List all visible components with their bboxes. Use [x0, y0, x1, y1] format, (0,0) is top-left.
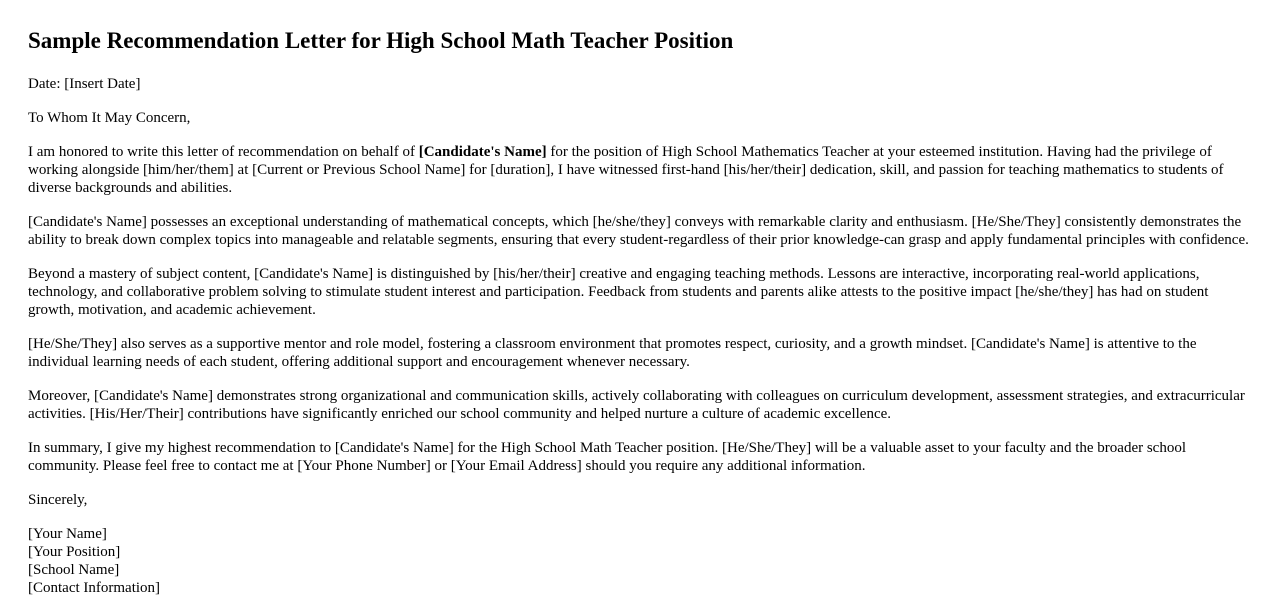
signature-block — [28, 525, 1256, 597]
paragraph-summary: In summary, I give my highest recommendation to [Candidate's Name] for the High School Math Teacher position. [He/She/They] will be a valuable asset to your faculty and the broader school community. Please feel free to contact me at [Your Phone Number] or [Your Email Address] should you require any additional information. — [28, 440, 1187, 474]
closing: Sincerely, — [28, 492, 88, 508]
signature-position: [Your Position] — [28, 544, 121, 560]
signature-school: [School Name] — [28, 562, 120, 578]
salutation: To Whom It May Concern, — [28, 110, 191, 126]
candidate-name-bold: [Candidate's Name] — [418, 144, 547, 160]
paragraph-understanding: [Candidate's Name] possesses an exceptional understanding of mathematical concepts, which [he/she/they] conveys with remarkable clarity and enthusiasm. [He/She/They] consistently demonstrates the ability to break down complex topics into manageable and relatable segments, ensuring that every student-regardless of their prior knowledge-can grasp and apply fundamental principles with confidence. — [28, 214, 1249, 248]
paragraph-intro — [28, 143, 1256, 197]
paragraph-intro-before: I am honored to write this letter of recommendation on behalf of — [28, 144, 419, 160]
paragraph-intro-after: for the position of High School Mathematics Teacher at your esteemed institution. Having had the privilege of working alongside [him/her/them] at [Current or Previous School Name] for [duration], I have witnessed first-hand [his/her/their] dedication, skill, and passion for teaching mathematics to students of diverse backgrounds and abilities. — [28, 144, 1224, 196]
paragraph-organizational: Moreover, [Candidate's Name] demonstrates strong organizational and communication skills, actively collaborating with colleagues on curriculum development, assessment strategies, and extracurricular activities. [His/Her/Their] contributions have significantly enriched our school community and helped nurture a culture of academic excellence. — [28, 388, 1245, 422]
page-title: Sample Recommendation Letter for High School Math Teacher Position — [28, 28, 734, 53]
paragraph-teaching-methods: Beyond a mastery of subject content, [Candidate's Name] is distinguished by [his/her/their] creative and engaging teaching methods. Lessons are interactive, incorporating real-world applications, technology, and collaborative problem solving to stimulate student interest and participation. Feedback from students and parents alike attests to the positive impact [he/she/they] has had on student growth, motivation, and academic achievement. — [28, 266, 1209, 318]
signature-contact: [Contact Information] — [28, 580, 161, 596]
paragraph-mentor: [He/She/They] also serves as a supportive mentor and role model, fostering a classroom environment that promotes respect, curiosity, and a growth mindset. [Candidate's Name] is attentive to the individual learning needs of each student, offering additional support and encouragement whenever necessary. — [28, 336, 1197, 370]
date-line: Date: [Insert Date] — [28, 76, 141, 92]
signature-name: [Your Name] — [28, 526, 107, 542]
letter-document — [28, 0, 1256, 597]
